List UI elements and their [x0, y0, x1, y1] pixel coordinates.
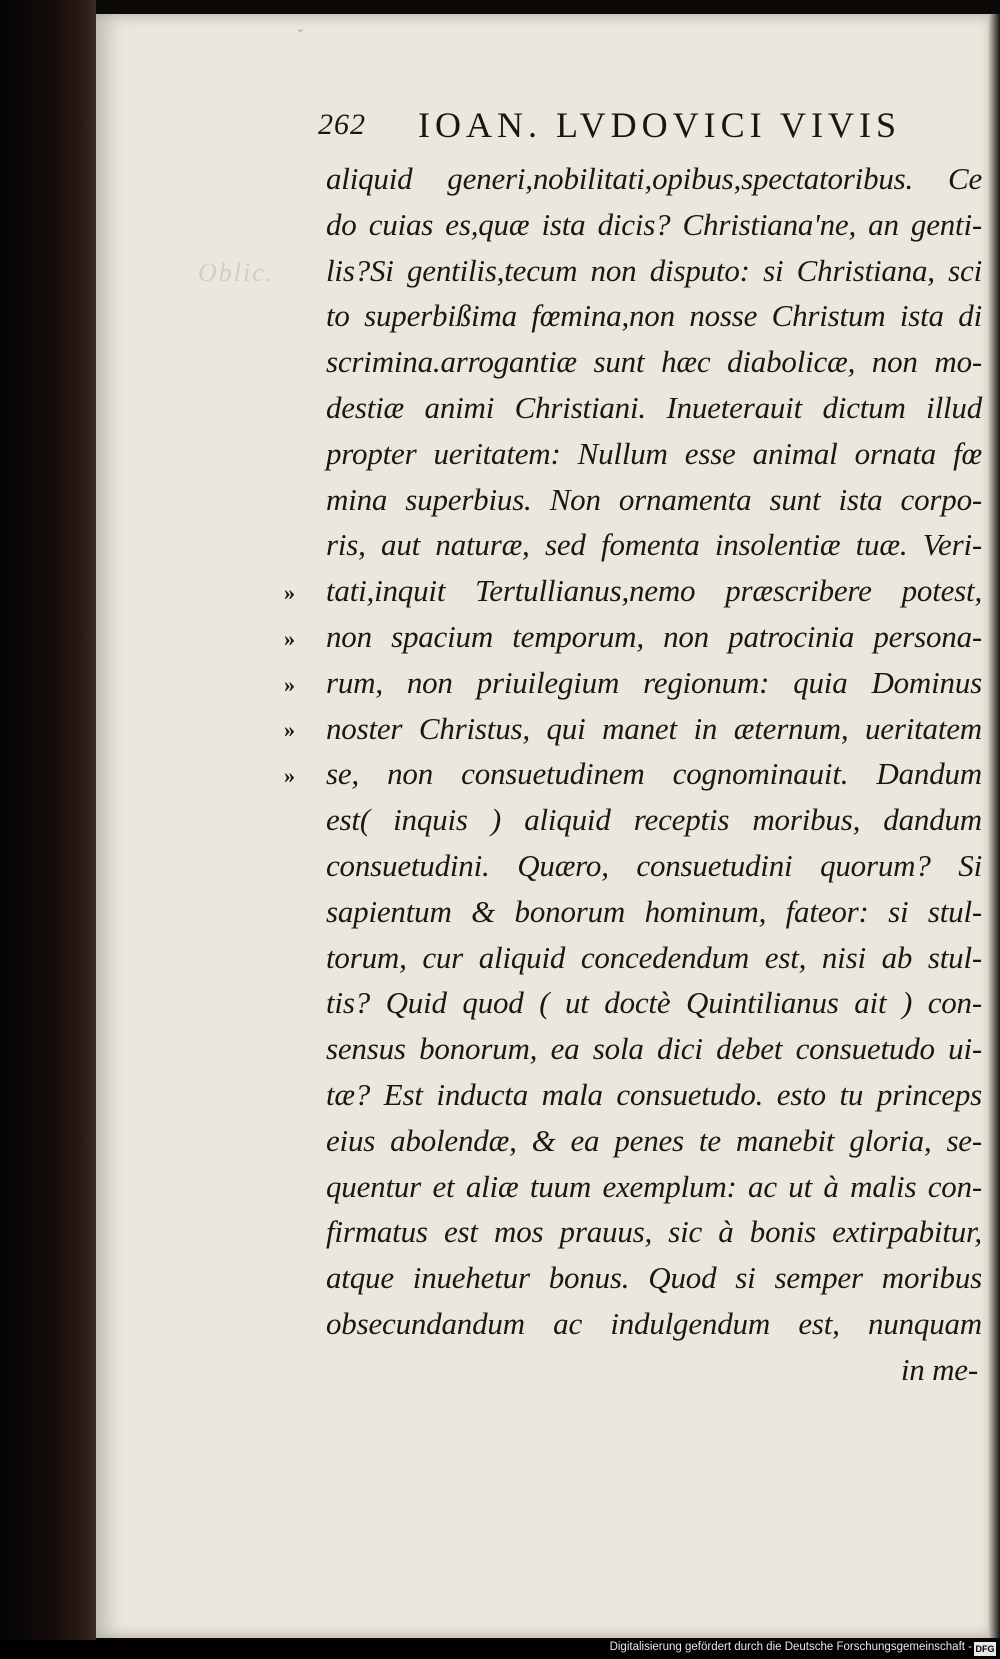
text-line: non spacium temporum, non patrocinia persona-: [326, 618, 982, 654]
page-edge: [988, 14, 1000, 1638]
page-number: 262: [318, 108, 366, 141]
text-line: consuetudini. Quæro, consuetudini quorum? Si: [326, 847, 982, 883]
text-line: atque inuehetur bonus. Quod si semper moribus: [326, 1260, 982, 1296]
show-through-text: Oblic.: [198, 258, 275, 287]
quote-mark: »: [284, 580, 295, 605]
text-line: propter ueritatem: Nullum esse animal ornata fœ: [326, 435, 982, 471]
quote-mark: »: [284, 625, 295, 651]
text-line: noster Christus, qui manet in æternum, ueritatem: [326, 710, 982, 746]
dfg-logo: DFG: [975, 1644, 995, 1654]
text-line: sapientum & bonorum hominum, fateor: si stul-: [326, 893, 982, 929]
text-line: est( inquis ) aliquid receptis moribus, dandum: [326, 802, 982, 838]
body-text: [326, 156, 982, 1393]
book-gutter-shadow: [0, 0, 96, 1659]
text-line: se, non consuetudinem cognominauit. Dandum: [326, 756, 982, 792]
quote-mark: »: [284, 671, 295, 697]
text-line: destiæ animi Christiani. Inueterauit dictum illud: [326, 389, 982, 425]
running-head: IOAN. LVDOVICI VIVIS: [418, 105, 901, 145]
text-line: quentur et aliæ tuum exemplum: ac ut à malis con-: [326, 1168, 982, 1204]
catchword: in me-: [900, 1351, 978, 1387]
funding-credit: Digitalisierung gefördert durch die Deutsche Forschungsgemeinschaft -: [609, 1641, 972, 1653]
text-line: ris, aut naturæ, sed fomenta insolentiæ tuæ. Veri-: [326, 527, 982, 563]
text-line: firmatus est mos prauus, sic à bonis extirpabitur,: [326, 1214, 982, 1250]
text-line: eius abolendæ, & ea penes te manebit gloria, se-: [326, 1122, 982, 1158]
quotation-margin-marks: [284, 570, 314, 799]
text-line: lis?Si gentilis,tecum non disputo: si Christiana, sci: [326, 252, 982, 288]
page-header: [318, 104, 918, 148]
quote-mark: »: [284, 763, 295, 789]
text-line: do cuias es,quæ ista dicis? Christiana'ne, an genti-: [326, 206, 982, 242]
quote-mark: »: [284, 717, 295, 743]
paper-speck: ˇ: [298, 28, 303, 43]
text-line: obsecundandum ac indulgendum est, nunquam: [326, 1305, 982, 1341]
text-line: mina superbius. Non ornamenta sunt ista corpo-: [326, 481, 982, 517]
text-line: tis? Quid quod ( ut doctè Quintilianus ait ) con-: [326, 985, 982, 1021]
text-line: torum, cur aliquid concedendum est, nisi ab stul-: [326, 939, 982, 975]
text-line: sensus bonorum, ea sola dici debet consuetudo ui-: [326, 1031, 982, 1067]
text-line: tæ? Est inducta mala consuetudo. esto tu princeps: [326, 1076, 982, 1112]
text-line: scrimina.arrogantiæ sunt hæc diabolicæ, non mo-: [326, 344, 982, 380]
text-line: aliquid generi,nobilitati,opibus,spectatoribus. Ce: [326, 161, 982, 196]
text-line: tati,inquit Tertullianus,nemo præscribere potest,: [326, 573, 982, 609]
text-line: rum, non priuilegium regionum: quia Dominus: [326, 664, 982, 700]
text-line: to superbißima fœmina,non nosse Christum ista di: [326, 298, 982, 334]
